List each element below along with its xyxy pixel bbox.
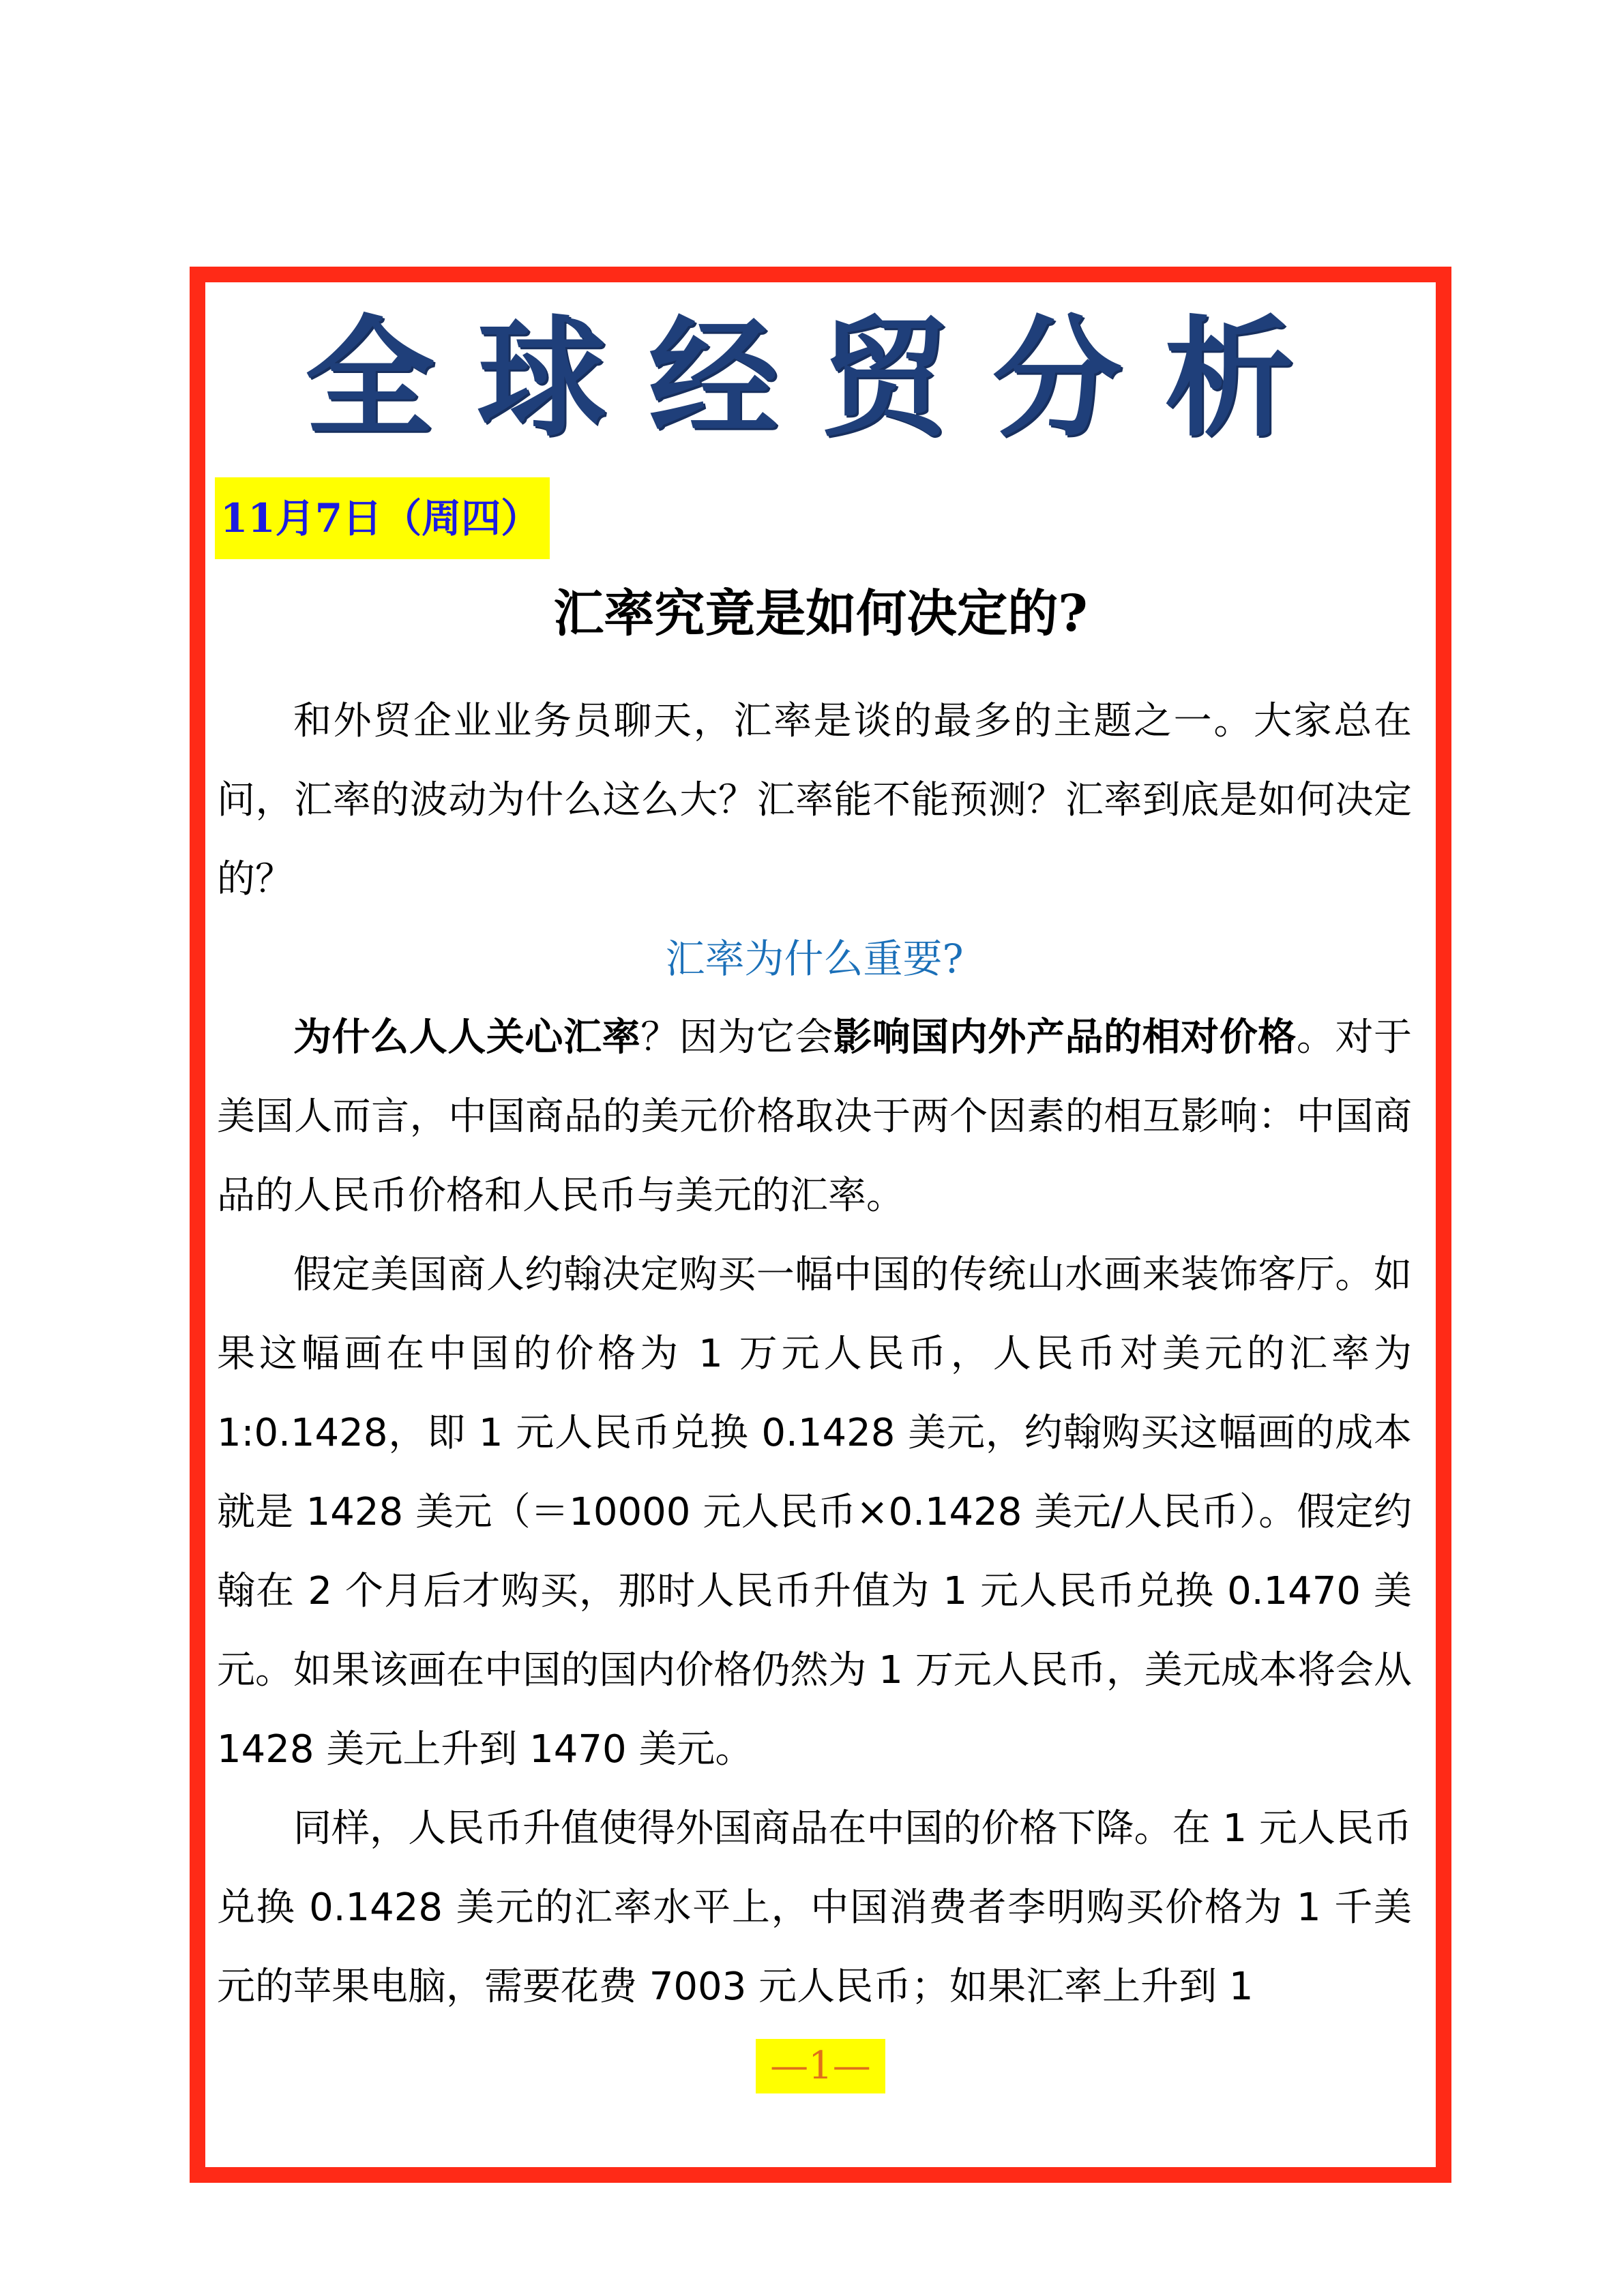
text-mid: ？因为它会 [640,1015,834,1060]
text-rest: 。对于美国人而言，中国商品的美元价格取决于两个因素的相互影响：中国商品的人民币价格和人民币与美元的汇率。 [217,1015,1413,1218]
bold-lead: 为什么人人关心汇率 [293,1015,641,1060]
paragraph-example-john: 假定美国商人约翰决定购买一幅中国的传统山水画来装饰客厅。如果这幅画在中国的价格为 1 万元人民币，人民币对美元的汇率为 1:0.1428，即 1 元人民币兑换 0.1428 美元，约翰购买这幅画的成本就是 1428 美元（＝10000 元人民币×0.1428 美元/人民币）。假定约翰在 2 个月后才购买，那时人民币升值为 1 元人民币兑换 0.1470 美元。如果该画在中国的国内价格仍然为 1 万元人民币，美元成本将会从 1428 美元上升到 1470 美元。 [217,1253,1412,1772]
article-body [217,682,1412,2027]
date-badge: 11月7日（周四） [215,477,550,559]
section-heading: 汇率为什么重要? [665,936,964,982]
article-title: 汇率究竟是如何决定的? [553,584,1088,643]
paragraph-example-liming: 同样，人民币升值使得外国商品在中国的价格下降。在 1 元人民币兑换 0.1428 美元的汇率水平上，中国消费者李明购买价格为 1 千美元的苹果电脑，需要花费 7003 元人民币；如果汇率上升到 1 [217,1806,1412,2009]
paragraph-importance [217,998,1412,1236]
intro-paragraph: 和外贸企业业务员聊天，汇率是谈的最多的主题之一。大家总在问，汇率的波动为什么这么大？汇率能不能预测？汇率到底是如何决定的？ [217,699,1412,901]
page-number: —1— [756,2039,885,2093]
masthead-title: 全球经贸分析 [304,302,1336,454]
bold-tail: 影响国内外产品的相对价格 [833,1015,1297,1060]
